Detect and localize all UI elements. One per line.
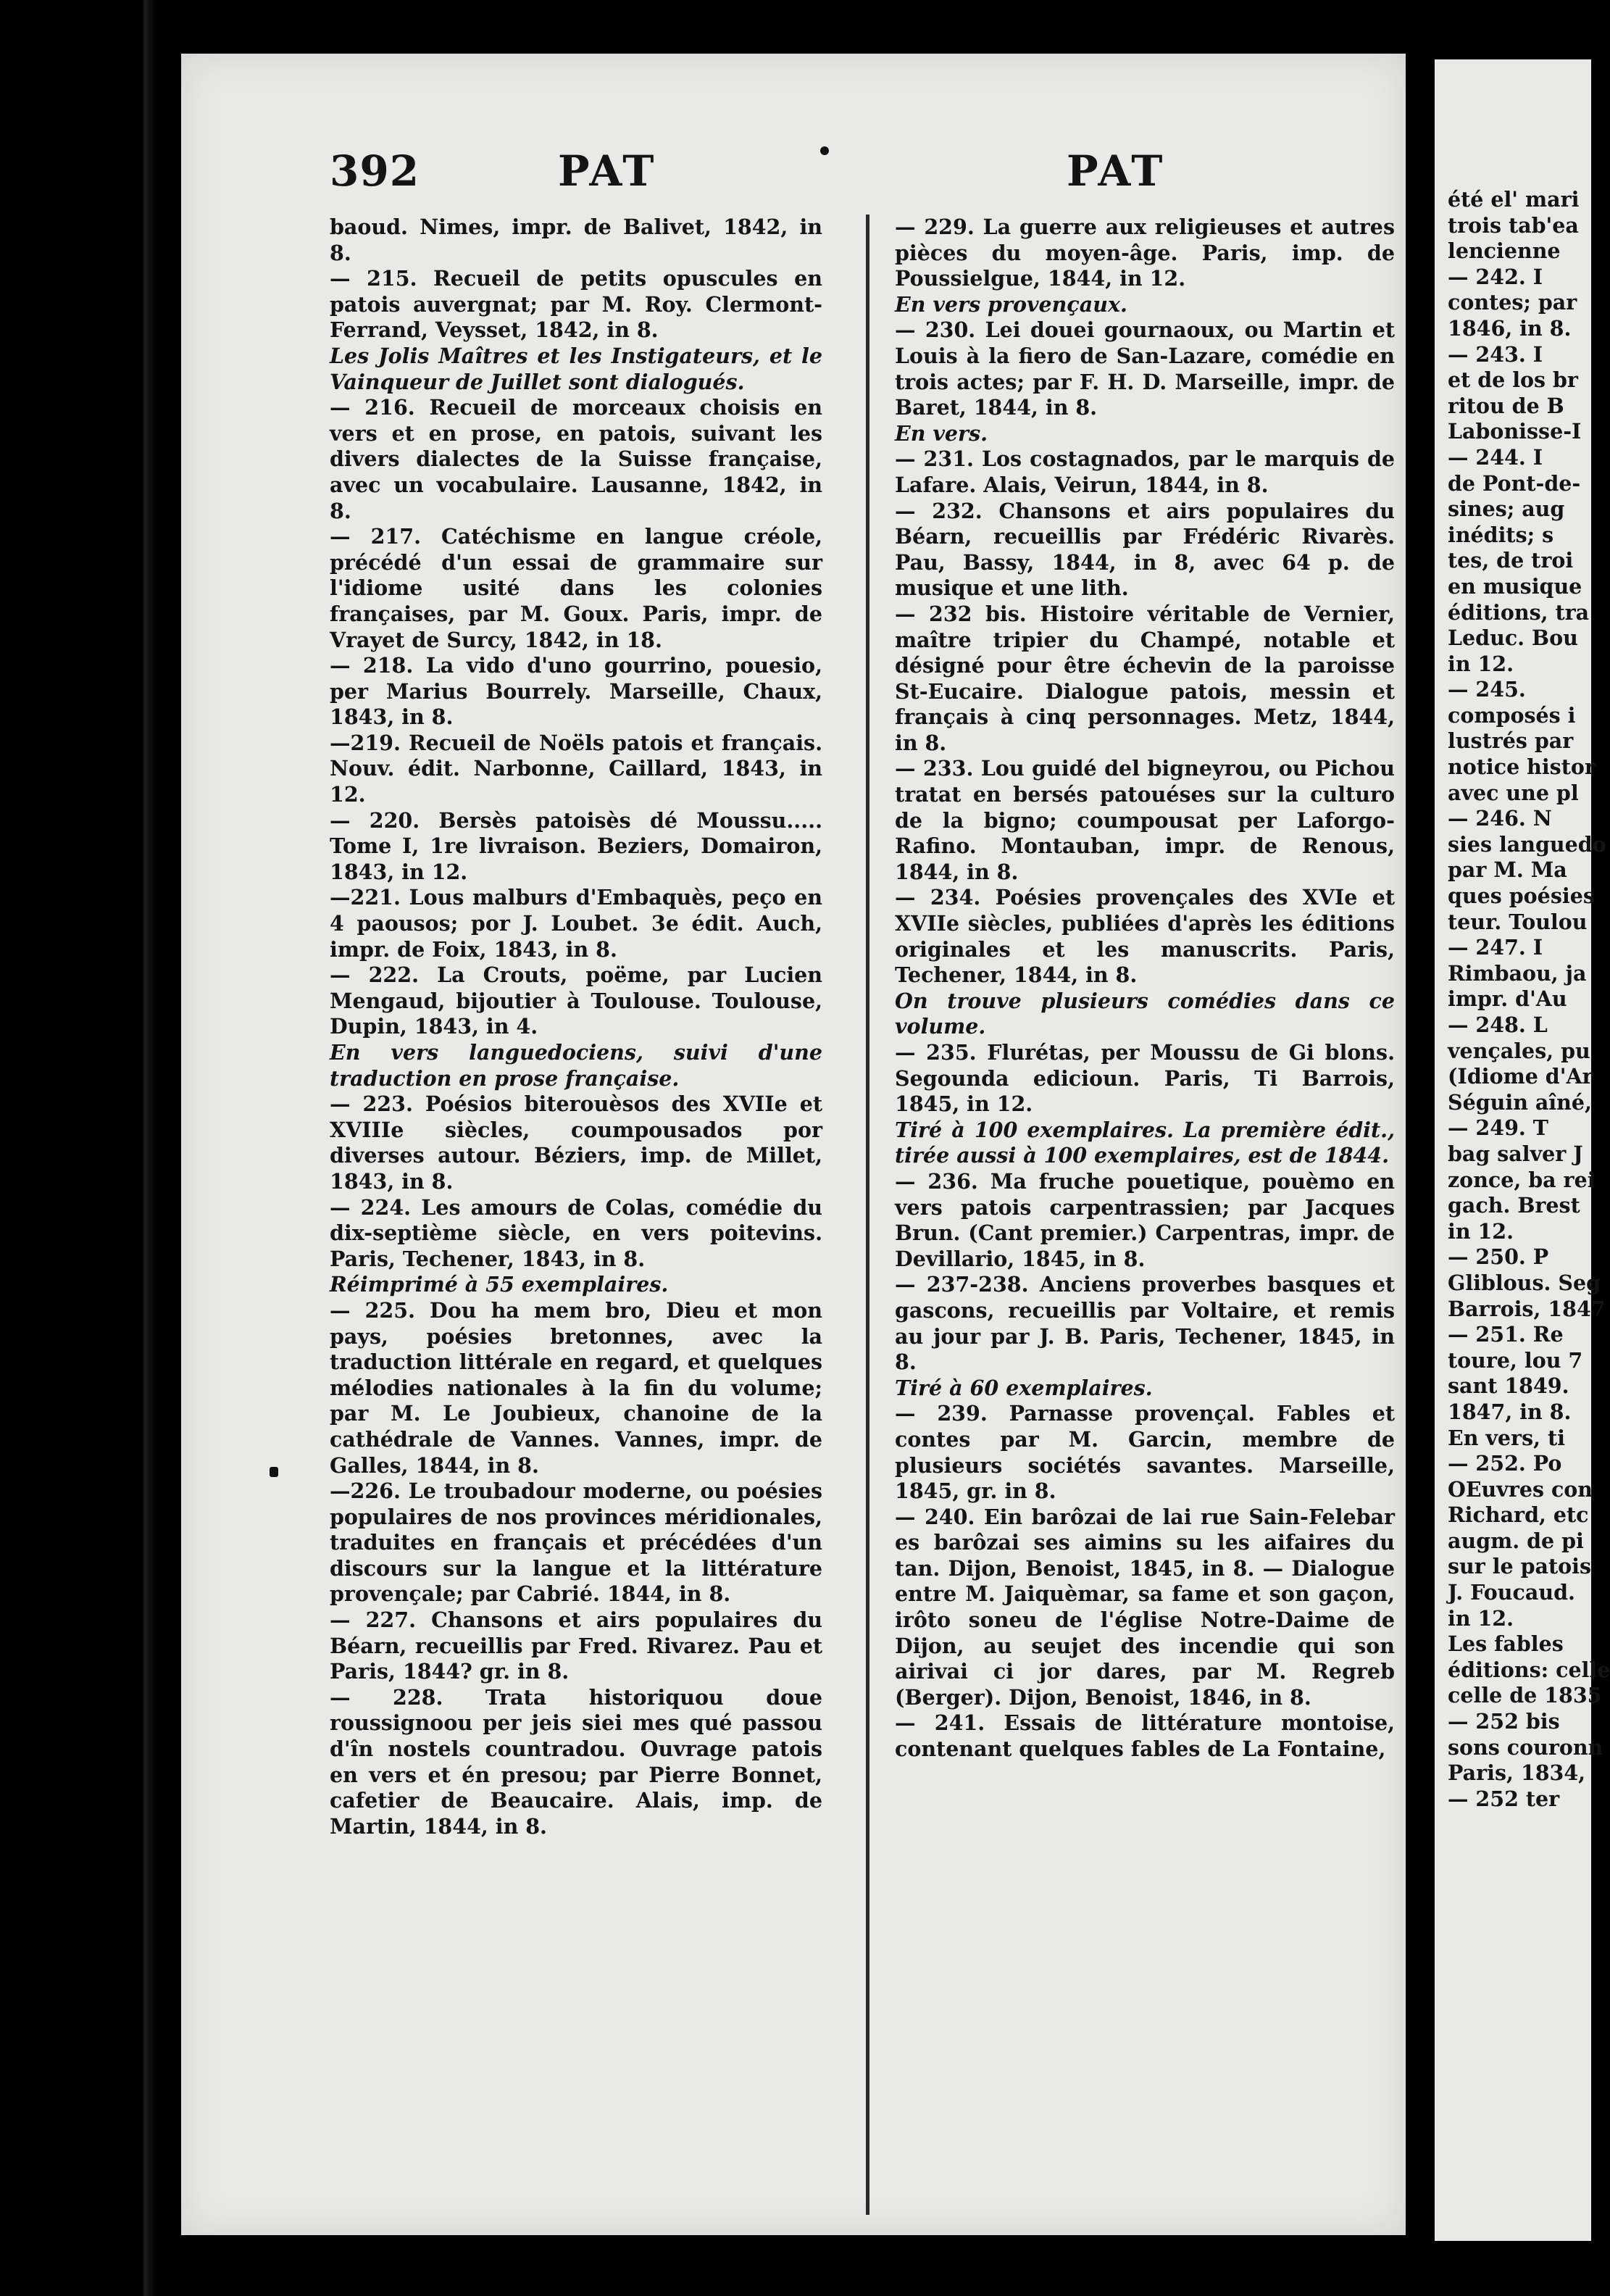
entry-note: En vers. xyxy=(895,420,988,446)
next-page-line: in 12. xyxy=(1448,1605,1514,1631)
bibliography-entry: — 229. La guerre aux religieuses et autres pièces du moyen-âge. Paris, imp. de Poussielgue, 1844, in 12. xyxy=(895,215,1395,291)
next-page-line: en musique xyxy=(1448,573,1582,599)
next-page-line: et de los br xyxy=(1448,367,1578,393)
right-column xyxy=(895,215,1395,2237)
next-page-line: sies languedo xyxy=(1448,831,1606,857)
entry-note: On trouve plusieurs comédies dans ce volume. xyxy=(895,988,1395,1039)
next-page-line: Leduc. Bou xyxy=(1448,625,1578,651)
left-column xyxy=(330,215,822,2237)
next-page-line: Richard, etc xyxy=(1448,1502,1589,1528)
next-page-line: notice histor xyxy=(1448,754,1596,780)
page-gutter xyxy=(1406,0,1435,2296)
next-page-line: composés i xyxy=(1448,702,1576,728)
next-page-line: 1846, in 8. xyxy=(1448,315,1572,341)
next-page-line: tes, de troi xyxy=(1448,548,1574,573)
entry-note: En vers provençaux. xyxy=(895,291,1127,317)
bibliography-entry: — 234. Poésies provençales des XVIe et XVIIe siècles, publiées d'après les éditions originales et les manuscrits. Paris, Techener, 1844, in 8. xyxy=(895,885,1395,988)
next-page-line: 1847, in 8. xyxy=(1448,1399,1572,1424)
bibliography-entry: — 233. Lou guidé del bigneyrou, ou Pichou tratat en bersés patouéses sur la culturo de la bigno; coumpousat per Laforgo-Rafino. Montauban, impr. de Renous, 1844, in 8. xyxy=(895,756,1395,884)
entry-note: En vers languedociens, suivi d'une traduction en prose française. xyxy=(330,1040,822,1091)
next-page-line: — 252. Po xyxy=(1448,1451,1562,1476)
next-page-line: toure, lou 7 xyxy=(1448,1347,1583,1373)
bibliography-entry: — 222. La Crouts, poëme, par Lucien Mengaud, bijoutier à Toulouse. Toulouse, Dupin, 1843, in 4. xyxy=(330,962,822,1039)
bibliography-entry: — 224. Les amours de Colas, comédie du dix-septième siècle, en vers poitevins. Paris, Techener, 1843, in 8. xyxy=(330,1194,822,1271)
next-page-line: vençales, pu xyxy=(1448,1038,1590,1063)
next-page-line: Barrois, 1847 xyxy=(1448,1296,1606,1321)
next-page-line: Gliblous. Seg xyxy=(1448,1270,1601,1295)
next-page-line: — 243. I xyxy=(1448,341,1543,367)
next-page-line: (Idiome d'Ar xyxy=(1448,1064,1593,1089)
next-page-line: Rimbaou, ja xyxy=(1448,960,1587,986)
next-page-line: teur. Toulou xyxy=(1448,909,1588,934)
bibliography-entry: —226. Le troubadour moderne, ou poésies populaires de nos provinces méridionales, traduites en français et précédées d'un discours sur la langue et la littérature provençale; par Cabrié. 1844, in 8. xyxy=(330,1478,822,1607)
next-page-line: ques poésies xyxy=(1448,883,1595,909)
next-page-line: zonce, ba rei xyxy=(1448,1167,1596,1192)
next-page-line: Paris, 1834, xyxy=(1448,1760,1586,1786)
bibliography-entry: — 240. Ein barôzai de lai rue Sain-Felebar es barôzai ses aimins su les aifaires du tan. Dijon, Benoist, 1845, in 8. — Dialogue entre M. Jaiquèmar, sa fame et son gaçon, irôto soneu de l'église Notre-Daime de Dijon, au seujet des incendie qui son airivai ci jor dares, par M. Regreb (Berger). Dijon, Benoist, 1846, in 8. xyxy=(895,1504,1395,1710)
next-page-edge xyxy=(1435,59,1610,2241)
next-page-line: in 12. xyxy=(1448,651,1514,676)
next-page-line: impr. d'Au xyxy=(1448,986,1567,1012)
bibliography-entry: —219. Recueil de Noëls patois et français. Nouv. édit. Narbonne, Caillard, 1843, in 12. xyxy=(330,730,822,807)
book-page xyxy=(181,54,1406,2235)
bibliography-entry: — 237-238. Anciens proverbes basques et gascons, recueillis par Voltaire, et remis au jour par J. B. Paris, Techener, 1845, in 8. xyxy=(895,1272,1395,1375)
bibliography-entry: — 223. Poésios biterouèsos des XVIIe et XVIIIe siècles, coumpousados por diverses autour. Béziers, imp. de Millet, 1843, in 8. xyxy=(330,1091,822,1194)
next-page-line: par M. Ma xyxy=(1448,857,1567,883)
next-page-line: — 246. N xyxy=(1448,806,1552,831)
page-header xyxy=(181,146,1406,204)
running-head-left: PAT xyxy=(558,146,657,196)
bibliography-entry: — 227. Chansons et airs populaires du Béarn, recueillis par Fred. Rivarez. Pau et Paris, 1844? gr. in 8. xyxy=(330,1607,822,1684)
next-page-line: — 247. I xyxy=(1448,935,1543,960)
next-page-line: sons couronn xyxy=(1448,1734,1603,1760)
next-page-line: lencienne xyxy=(1448,238,1561,264)
bibliography-entry: — 228. Trata historiquou doue roussignoou per jeis siei mes qué passou d'în nostels countradou. Ouvrage patois en vers et én presou; par Pierre Bonnet, cafetier de Beaucaire. Alais, imp. de Martin, 1844, in 8. xyxy=(330,1684,822,1839)
next-page-line: éditions: celle xyxy=(1448,1657,1610,1682)
bibliography-entry: — 216. Recueil de morceaux choisis en vers et en prose, en patois, suivant les divers dialectes de la Suisse française, avec un vocabulaire. Lausanne, 1842, in 8. xyxy=(330,395,822,523)
next-page-line: — 252 bis xyxy=(1448,1709,1560,1734)
margin-mark xyxy=(270,1467,278,1477)
ink-dot xyxy=(820,146,829,155)
next-page-line: ritou de B xyxy=(1448,393,1564,418)
next-page-line: — 245. xyxy=(1448,677,1526,702)
bibliography-entry: — 220. Bersès patoisès dé Moussu..... Tome I, 1re livraison. Beziers, Domairon, 1843, in 12. xyxy=(330,807,822,884)
next-page-line: — 252 ter xyxy=(1448,1786,1560,1811)
bibliography-entry: —221. Lous malburs d'Embaquès, peço en 4 paousos; por J. Loubet. 3e édit. Auch, impr. de Foix, 1843, in 8. xyxy=(330,885,822,962)
bibliography-entry: — 225. Dou ha mem bro, Dieu et mon pays, poésies bretonnes, avec la traduction littérale en regard, et quelques mélodies nationales à la fin du volume; par M. Le Joubieux, chanoine de la cathédrale de Vannes. Vannes, impr. de Galles, 1844, in 8. xyxy=(330,1297,822,1478)
bibliography-entry: — 232. Chansons et airs populaires du Béarn, recueillis par Frédéric Rivarès. Pau, Bassy, 1844, in 8, avec 64 p. de musique et une lith. xyxy=(895,498,1395,601)
bibliography-entry: — 236. Ma fruche pouetique, pouèmo en vers patois carpentrassien; par Jacques Brun. (Cant premier.) Carpentras, impr. de Devillario, 1845, in 8. xyxy=(895,1168,1395,1271)
next-page-line: gach. Brest xyxy=(1448,1193,1580,1218)
next-page-line: trois tab'ea xyxy=(1448,212,1579,238)
bibliography-entry: — 230. Lei douei gournaoux, ou Martin et Louis à la fiero de San-Lazare, comédie en trois actes; par F. H. D. Marseille, impr. de Baret, 1844, in 8. xyxy=(895,317,1395,420)
next-page-line: — 250. P xyxy=(1448,1244,1549,1270)
next-page-line: J. Foucaud. xyxy=(1448,1580,1575,1605)
next-page-line: contes; par xyxy=(1448,290,1577,315)
next-page-column xyxy=(1448,187,1610,1812)
next-page-line: in 12. xyxy=(1448,1218,1514,1244)
next-page-line: Labonisse-I xyxy=(1448,419,1582,444)
entry-note: Tiré à 100 exemplaires. La première édit., tirée aussi à 100 exemplaires, est de 1844. xyxy=(895,1117,1395,1168)
bibliography-entry: — 232 bis. Histoire véritable de Vernier, maître tripier du Champé, notable et désigné pour être échevin de la paroisse St-Eucaire. Dialogue patois, messin et français à cinq personnages. Metz, 1844, in 8. xyxy=(895,601,1395,755)
next-page-line: En vers, ti xyxy=(1448,1425,1565,1450)
next-page-line: Séguin aîné, xyxy=(1448,1089,1592,1115)
bibliography-entry: — 215. Recueil de petits opuscules en patois auvergnat; par M. Roy. Clermont-Ferrand, Veysset, 1842, in 8. xyxy=(330,266,822,343)
next-page-line: — 248. L xyxy=(1448,1012,1548,1037)
microfilm-edge xyxy=(0,0,181,2296)
next-page-line: augm. de pi xyxy=(1448,1528,1584,1553)
running-head-right: PAT xyxy=(1067,146,1166,196)
entry-note: Tiré à 60 exemplaires. xyxy=(895,1375,1153,1400)
bibliography-entry: baoud. Nimes, impr. de Balivet, 1842, in 8. xyxy=(330,215,822,265)
next-page-line: OEuvres con xyxy=(1448,1476,1593,1502)
entry-note: Les Jolis Maîtres et les Instigateurs, et le Vainqueur de Juillet sont dialogués. xyxy=(330,343,822,394)
next-page-line: éditions, tra xyxy=(1448,599,1590,625)
next-page-line: inédits; s xyxy=(1448,522,1554,547)
next-page-line: lustrés par xyxy=(1448,728,1574,754)
next-page-line: celle de 1835 xyxy=(1448,1683,1602,1708)
next-page-line: avec une pl xyxy=(1448,780,1579,805)
bibliography-entry: — 231. Los costagnados, par le marquis de Lafare. Alais, Veirun, 1844, in 8. xyxy=(895,446,1395,497)
next-page-line: — 251. Re xyxy=(1448,1322,1564,1347)
next-page-line: sur le patois xyxy=(1448,1554,1592,1579)
next-page-line: — 242. I xyxy=(1448,264,1543,289)
page-number: 392 xyxy=(330,146,420,196)
next-page-line: sines; aug xyxy=(1448,496,1565,522)
next-page-line: — 249. T xyxy=(1448,1115,1548,1141)
column-rule xyxy=(866,215,869,2215)
next-page-line: Les fables xyxy=(1448,1631,1564,1657)
next-page-line: — 244. I xyxy=(1448,444,1543,470)
bibliography-entry: — 241. Essais de littérature montoise, contenant quelques fables de La Fontaine, xyxy=(895,1710,1395,1762)
bibliography-entry: — 239. Parnasse provençal. Fables et contes par M. Garcin, membre de plusieurs sociétés savantes. Marseille, 1845, gr. in 8. xyxy=(895,1401,1395,1504)
bibliography-entry: — 217. Catéchisme en langue créole, précédé d'un essai de grammaire sur l'idiome usité dans les colonies françaises, par M. Goux. Paris, impr. de Vrayet de Surcy, 1842, in 18. xyxy=(330,524,822,652)
bibliography-entry: — 218. La vido d'uno gourrino, pouesio, per Marius Bourrely. Marseille, Chaux, 1843, in 8. xyxy=(330,653,822,730)
next-page-line: été el' mari xyxy=(1448,187,1580,212)
entry-note: Réimprimé à 55 exemplaires. xyxy=(330,1272,669,1297)
bibliography-entry: — 235. Flurétas, per Moussu de Gi blons. Segounda edicioun. Paris, Ti Barrois, 1845, in 12. xyxy=(895,1040,1395,1117)
next-page-line: de Pont-de- xyxy=(1448,470,1581,496)
next-page-line: sant 1849. xyxy=(1448,1373,1569,1399)
next-page-line: bag salver J xyxy=(1448,1141,1583,1166)
